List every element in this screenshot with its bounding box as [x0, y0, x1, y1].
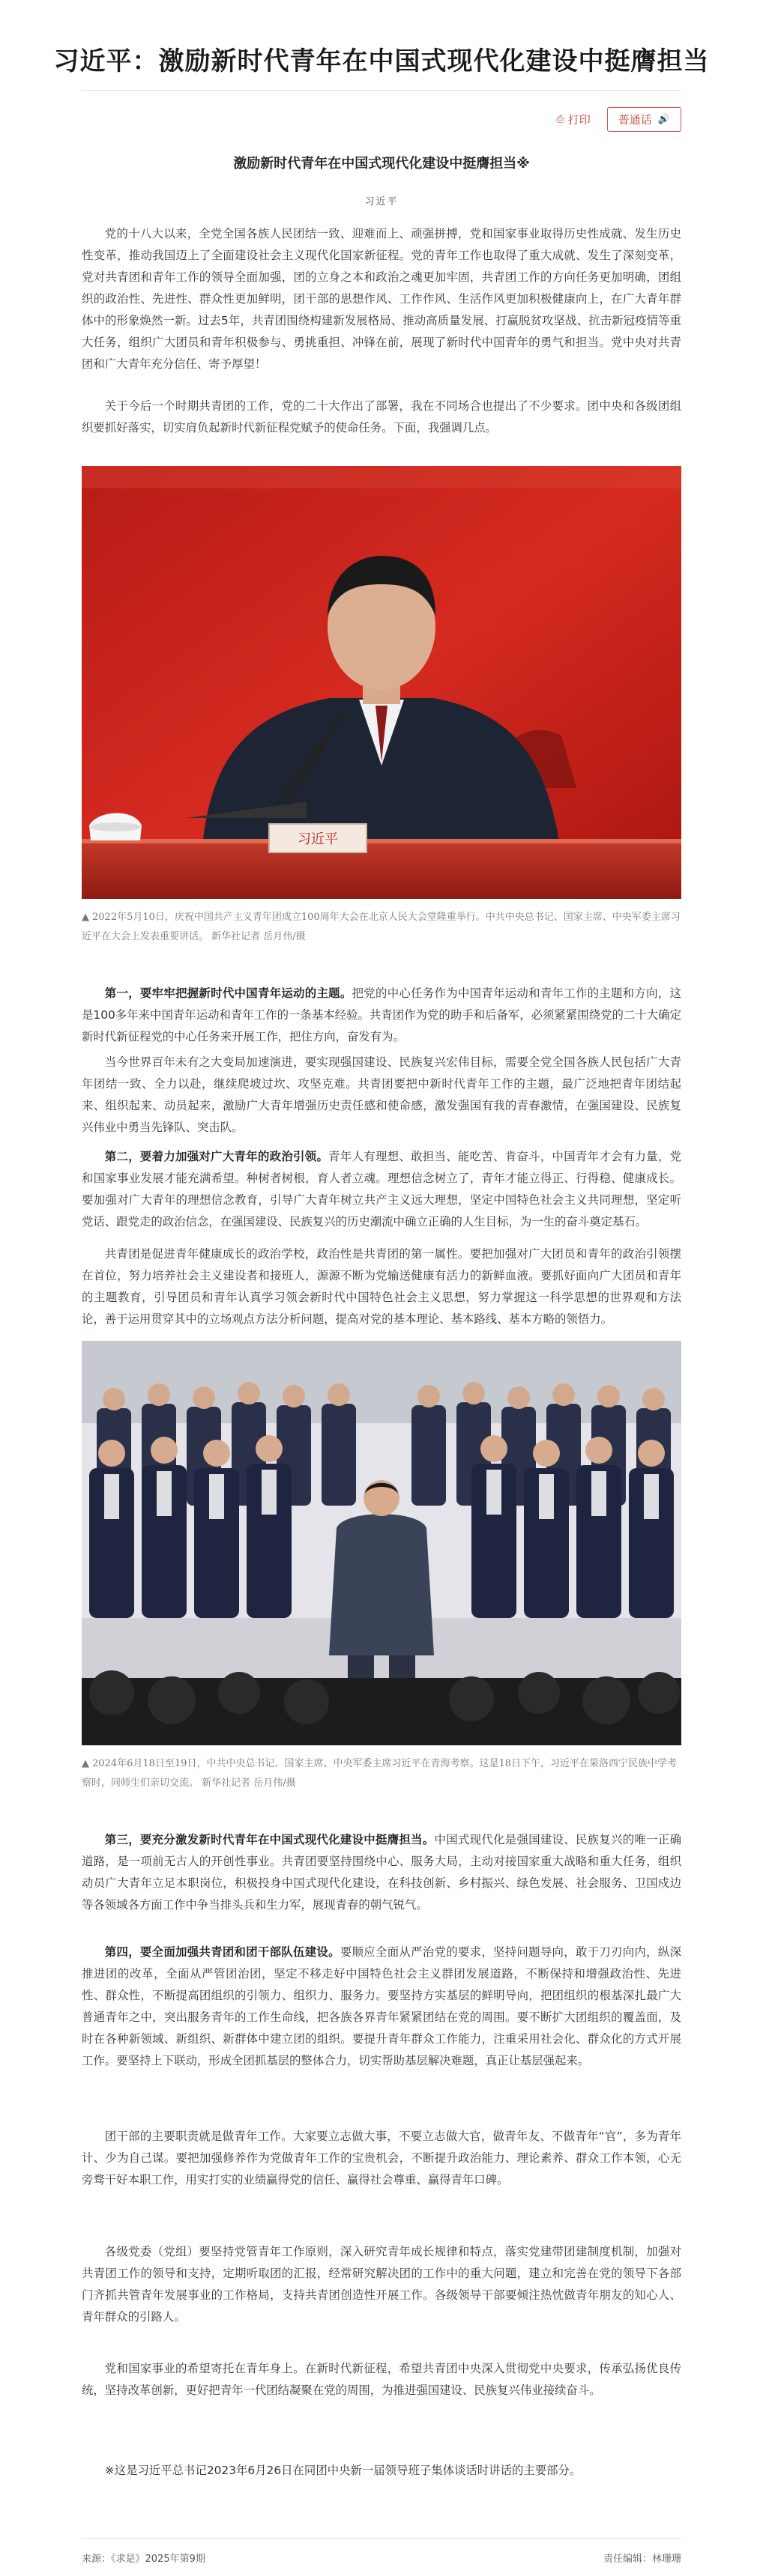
printer-icon: ⎙: [556, 114, 564, 125]
caption-triangle-icon: ▲: [82, 912, 89, 923]
paragraph-8-lead: 第四，要全面加强共青团和团干部队伍建设。: [104, 1945, 340, 1959]
paragraph-3: [82, 983, 681, 1048]
paragraph-5-lead: 第二，要着力加强对广大青年的政治引领。: [104, 1150, 329, 1163]
speaker-icon: 🔊: [657, 114, 670, 125]
paragraph-8: [82, 1942, 681, 2072]
page-title: 习近平：激励新时代青年在中国式现代化建设中挺膺担当: [53, 46, 710, 76]
article-toolbar: [556, 107, 681, 132]
title-divider: [82, 90, 681, 91]
paragraph-6: 共青团是促进青年健康成长的政治学校，政治性是共青团的第一属性。要把加强对广大团员和青年的政治引领摆在首位，努力培养社会主义建设者和接班人，源源不断为党输送健康有活力的新鲜血液。要抓好面向广大团员和青年的主题教育，引导团员和青年认真学习领会新时代中国特色社会主义思想，努力掌握这一科学思想的世界观和方法论，善于运用贯穿其中的立场观点方法分析问题，提高对党的基本理论、基本路线、基本方略的领悟力。: [82, 1247, 681, 1326]
paragraph-2: 关于今后一个时期共青团的工作，党的二十大作出了部署，我在不同场合也提出了不少要求。团中央和各级团组织要抓好落实，切实肩负起新时代新征程党赋予的使命任务。下面，我强调几点。: [82, 399, 681, 434]
photo-students: [82, 1341, 681, 1745]
caption-triangle-icon-2: ▲: [82, 1758, 89, 1769]
listen-label: 普通话: [618, 113, 652, 127]
print-label: 打印: [567, 113, 591, 127]
paragraph-3-body: 把党的中心任务作为中国青年运动和青年工作的主题和方向，这是100多年来中国青年运动和青年工作的一条基本经验。共青团作为党的助手和后备军，必须紧紧围绕党的二十大确定新时代新征程党的中心任务来开展工作，把住方向，奋发有为。: [82, 987, 681, 1043]
paragraph-5-body: 青年人有理想、敢担当、能吃苦、肯奋斗，中国青年才会有力量，党和国家事业发展才能充满希望。种树者树根，育人者立魂。理想信念树立了，青年才能立得正、行得稳、健康成长。要加强对广大青年的理想信念教育，引导广大青年树立共产主义远大理想，坚定中国特色社会主义共同理想，坚定听党话、跟党走的政治信念，在强国建设、民族复兴的历史潮流中确立正确的人生目标，为一生的奋斗奠定基石。: [82, 1150, 681, 1228]
article-subtitle: 激励新时代青年在中国式现代化建设中挺膺担当※: [233, 156, 530, 172]
paragraph-7: [82, 1829, 681, 1916]
paragraph-3-lead: 第一，要牢牢把握新时代中国青年运动的主题。: [104, 987, 352, 1000]
article-footer: [82, 2551, 681, 2565]
paragraph-7-lead: 第三，要充分激发新时代青年在中国式现代化建设中挺膺担当。: [104, 1833, 435, 1846]
paragraph-9: 团干部的主要职责就是做青年工作。大家要立志做大事，不要立志做大官，做青年友、不做青年“官”，多为青年计、少为自己谋。要把加强修养作为党做青年工作的宝贵机会，不断提升政治能力、理论素养、群众工作本领，心无旁骛干好本职工作，用实打实的业绩赢得党的信任、赢得社会尊重、赢得青年口碑。: [82, 2130, 681, 2186]
photo-caption-1: [82, 908, 681, 947]
paragraph-5: [82, 1146, 681, 1233]
photo-speech: [82, 466, 681, 899]
photo-students-illustration: [82, 1341, 681, 1745]
editor-text: 责任编辑：林珊珊: [603, 2554, 681, 2565]
photo-caption-2: [82, 1754, 681, 1793]
caption-2-text: 2024年6月18日至19日，中共中央总书记、国家主席、中央军委主席习近平在青海考察。这是18日下午，习近平在果洛西宁民族中学考察时，同师生们亲切交流。 新华社记者 岳月伟/摄: [82, 1758, 677, 1789]
nameplate-text: 习近平: [298, 831, 338, 847]
paragraph-4: 当今世界百年未有之大变局加速演进，要实现强国建设、民族复兴宏伟目标，需要全党全国各族人民包括广大青年团结一致、全力以赴，继续爬坡过坎、攻坚克难。共青团要把中新时代青年工作的主题，最广泛地把青年团结起来、组织起来、动员起来，激励广大青年增强历史责任感和使命感，激发强国有我的青春激情，在强国建设、民族复兴伟业中勇当先锋队、突击队。: [82, 1055, 681, 1134]
editor-note: ※这是习近平总书记2023年6月26日在同团中央新一届领导班子集体谈话时讲话的主要部分。: [104, 2464, 582, 2477]
paragraph-1: 党的十八大以来，全党全国各族人民团结一致、迎难而上、顽强拼搏，党和国家事业取得历史性成就、发生历史性变革，推动我国迈上了全面建设社会主义现代化国家新征程。党的青年工作也取得了重大成就、发生了深刻变革，党对共青团和青年工作的领导全面加强，团的立身之本和政治之魂更加牢固，共青团工作的方向任务更加明确，团组织的政治性、先进性、群众性更加鲜明，团干部的思想作风、工作作风、生活作风更加积极健康向上，在广大青年群体中的形象焕然一新。过去5年，共青团围绕构建新发展格局、推动高质量发展、打赢脱贫攻坚战、抗击新冠疫情等重大任务，组织广大团员和青年积极参与、勇挑重担、冲锋在前，展现了新时代中国青年的勇气和担当。党中央对共青团和广大青年充分信任、寄予厚望！: [82, 227, 681, 371]
article-author: 习近平: [364, 196, 399, 207]
caption-1-text: 2022年5月10日，庆祝中国共产主义青年团成立100周年大会在北京人民大会堂隆重举行。中共中央总书记、国家主席、中央军委主席习近平在大会上发表重要讲话。 新华社记者 岳月伟/摄: [82, 912, 681, 942]
photo-speech-illustration: [82, 466, 681, 899]
print-button[interactable]: [556, 112, 590, 127]
paragraph-10: 各级党委（党组）要坚持党管青年工作原则，深入研究青年成长规律和特点，落实党建带团建制度机制，加强对共青团工作的领导和支持，定期听取团的汇报，经常研究解决团的工作中的重大问题，建立和完善在党的领导下各部门齐抓共管青年发展事业的工作格局，支持共青团创造性开展工作。各级领导干部要倾注热忱做青年朋友的知心人、青年群众的引路人。: [82, 2245, 681, 2324]
source-text: 来源：《求是》2025年第9期: [82, 2554, 205, 2565]
paragraph-8-body: 要顺应全面从严治党的要求，坚持问题导向，敢于刀刃向内，纵深推进团的改革，全面从严管团治团，坚定不移走好中国特色社会主义群团发展道路，不断保持和增强政治性、先进性、群众性，不断提高团组织的引领力、组织力、服务力。要坚持方实基层的鲜明导向，把团组织的根基深扎最广大普通青年之中，突出服务青年的工作生命线，把各族各界青年紧紧团结在党的周围。要不断扩大团组织的覆盖面，及时在各种新领域、新组织、新群体中建立团的组织。要提升青年群众工作能力，注重采用社会化、群众化的方式开展工作。要坚持上下联动，形成全团抓基层的整体合力，切实帮助基层解决难题，真正让基层强起来。: [82, 1945, 681, 2067]
paragraph-11: 党和国家事业的希望寄托在青年身上。在新时代新征程，希望共青团中央深入贯彻党中央要求，传承弘扬优良传统，坚持改革创新，更好把青年一代团结凝聚在党的周围，为推进强国建设、民族复兴伟业接续奋斗。: [82, 2362, 681, 2397]
footer-divider: [82, 2538, 681, 2539]
paragraph-7-body: 中国式现代化是强国建设、民族复兴的唯一正确道路，是一项前无古人的开创性事业。共青团要坚持围绕中心、服务大局，主动对接国家重大战略和重大任务，组织动员广大青年立足本职岗位，积极投身中国式现代化建设，在科技创新、乡村振兴、绿色发展、社会服务、卫国戍边等各领域各方面工作中争当排头兵和生力军，展现青春的朝气锐气。: [82, 1833, 681, 1912]
listen-button[interactable]: [607, 107, 681, 132]
